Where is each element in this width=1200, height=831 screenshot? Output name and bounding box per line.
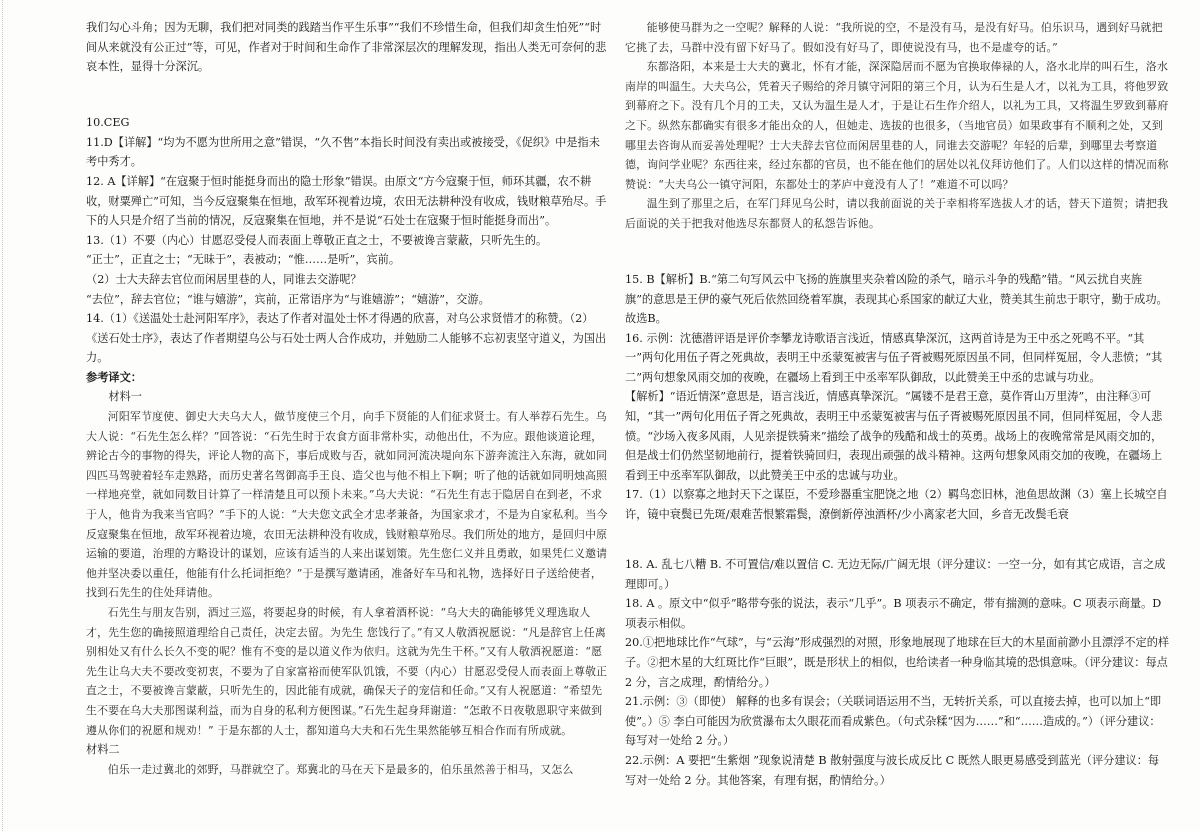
right-column-paragraph: 东都洛阳，本来是士大夫的冀北，怀有才能，深深隐居而不愿为官换取俸禄的人，洛水北岸的叫石生，洛水南岸的叫温生。大夫乌公，凭着天子赐给的斧月镇守河阳的第三个月，认为石生是人才，以礼为工具，将他罗致到幕府之下。没有几个月的工夫，又认为温生是人才，于是让石生作介绍人，以礼为工具，又将温生罗致到幕府之下。纵然东都确实有很多才能出众的人，但她走、选拔的也很多，（当地官员）如果政事有不顺利之处，又到哪里去咨询从而妥善处理呢？士大夫辞去官位而闲居里巷的人，同谁去交游呢？年轻的后辈，到哪里去考察道德，询问学业呢？东西往来，经过东都的官员，也不能在他们的居处以礼仪拜访他们了。人们以这样的情况而称赞说：“大夫乌公一镇守河阳，东都处士的茅庐中竟没有人了！”难道不可以吗？ xyxy=(625,60,1169,191)
right-column-paragraph: 温生到了那里之后，在军门拜见乌公时，请以我前面说的关于幸相将军选拔人才的话，替天下道贺；请把我后面说的关于把我对他选尽东都贤人的私怨告诉他。 xyxy=(625,197,1169,230)
left-column-paragraph: 10.CEG xyxy=(86,116,130,130)
left-column-paragraph: 材料一 xyxy=(108,390,142,404)
right-column-paragraph: 20.①把地球比作“气球”，与“云海”形成强烈的对照，形象地展现了地球在巨大的木星面前渺小且漂浮不定的样子。②把木星的大红斑比作“巨眼”，既是形状上的相似，也给读者一种身临其境的恐惧意味。（评分建议：每点 2 分，言之成理，酌情给分。） xyxy=(625,636,1170,689)
right-column-paragraph: 18. A 。原文中“似乎”略带夸张的说法，表示“几乎”。B 项表示不确定，带有揣测的意味。C 项表示商量。D 项表示相似。 xyxy=(625,597,1162,630)
left-column-paragraph: （2）士大夫辞去官位而闲居里巷的人，同谁去交游呢？ xyxy=(86,272,362,286)
right-column-paragraph: 15. B【解析】B.“第二句写风云中飞扬的旌旗里夹杂着凶险的杀气，暗示斗争的残酷”错。“风云扰自夹旌旗”的意思是王伊的豪气死后依然回绕着军旗，表现其心系国家的献辽大业，赞美其生前忠于职守，勤于成功。故选B。 xyxy=(625,272,1168,326)
left-column-paragraph: 11.D【详解】“均为不愿为世所用之意”错误，“久不售”本指长时间没有卖出或被接受，《促织》中是指未考中秀才。 xyxy=(86,135,600,169)
left-column-paragraph xyxy=(86,88,608,102)
left-column-paragraph: “去位”，辞去官位；“谁与嬉游”，宾前，正常语序为“与谁嬉游”；“嬉游”，交游。 xyxy=(86,292,490,306)
left-column-paragraph: 材料二 xyxy=(86,743,120,757)
left-column-paragraph: 河阳军节度使、御史大夫乌大人，做节度使三个月，向手下贤能的人们征求贤士。有人举荐石先生。乌大人说：“石先生怎么样？”回答说：“石先生时于农食方面非常朴实，动他出仕，不为应。跟他谈道论理，辨论古今的事物的得失，评论人物的高下，事后成败与否，就如同河流决堤向东下游奔流注入东海，就如同四匹马驾驶着轻车走熟路，而历史著名驾御高手王良、造父也与他不相上下啊；听了他的话就如同明烛高照一样地亮堂，就如同数目计算了一样清楚且可以预卜未来。”乌大夫说：“石先生有志于隐居自在到老，不求于人，他肯为我来当官吗？”手下的人说：“大夫您文武全才忠孝兼备，为国家求才，不是为自家私利。当今反寇聚集在恒地，敌军环视着边境，农田无法耕种没有收成，钱财粮草殆尽。我们所处的地方，是回归中原运输的要道，治理的方略设计的谋划，应该有适当的人来出谋划策。先生您仁义并且勇敢，如果凭仁义邀请他并坚决委以重任，他能有什么托词拒绝？”于是撰写邀请函，准备好车马和礼物，选择好日子送给使者，找到石先生的住处拜请他。 xyxy=(86,410,608,600)
right-column-paragraph: 21.示例：③（即使） 解释的也多有误会；（关联词语运用不当，无转折关系，可以直接去掉，也可以加上“即使”。）⑤ 李白可能因为欣赏瀑布太久眼花而看成紫色。（句式杂糅“因为……”和“……造成的。”）（评分建议：每写对一处给 2 分。） xyxy=(625,695,1162,748)
left-column-paragraph: 我们勾心斗角；因为无聊，我们把对同类的践踏当作平生乐事”“我们不珍惜生命，但我们却贪生怕死”“时间从来就没有公正过”等，可见，作者对于时间和生命作了非常深层次的理解发现，指出人类无可奈何的悲哀本性，显得十分深沉。 xyxy=(86,21,607,74)
right-column-paragraph: 16. 示例：沈德潜评语是评价李攀龙诗歌语言浅近，情感真挚深沉，这两首诗是为王中丞之死鸣不平。“其一”两句化用伍子胥之死典故，表明王中丞蒙冤被害与伍子胥被赐死原因虽不同，但同样冤屈，令人悲愤；“其二”两句想象风雨交加的夜晚，在疆场上看到王中丞率军队御敌，以此赞美王中丞的忠诚与功业。 xyxy=(625,331,1163,384)
right-column-paragraph: 22.示例：A 要把“生紫烟 ”现象说清楚 B 散射强度与波长成反比 C 既然人眼更易感受到蓝光（评分建议：每写对一处给 2 分。其他答案，有理有据，酌情给分。） xyxy=(625,753,1160,787)
right-column-paragraph: 【解析】“语近情深”意思是，语言浅近，情感真挚深沉。“属镂不是君王意，莫作胥山万里涛”，由注释③可知，“其一”两句化用伍子胥之死典故，表明王中丞蒙冤被害与伍子胥被赐死原因虽不同，但同样冤屈，令人悲愤。“沙场入夜多风雨，人见亲提铁骑来”描绘了战争的残酷和战士的英勇。战场上的夜晚常常是风雨交加的，但是战士们仍然坚韧地前行，提着铁骑回归，表现出顽强的战斗精神。这两句想象风雨交加的夜晚，在疆场上看到王中丞率军队御敌，以此赞美王中丞的忠诚与功业。 xyxy=(625,390,1163,482)
left-column-paragraph: 石先生与朋友告别，酒过三巡，将要起身的时候，有人拿着酒杯说：“乌大夫的确能够凭义理选取人才，先生您的确接照道理给自己责任，决定去留。为先生 您饯行了。”有又人敬酒祝愿说：“凡是辞官上任离别相处又有什么长久不变的呢？惟有不变的是以道义作为依归。这就为先生干杯。”又有人敬酒祝愿道：“愿先生让乌大夫不要改变初衷，不要为了自家富裕而使军队饥饿，不要（内心）甘愿忍受侵人而表面上尊敬正直之士，不要被谗言蒙蔽，只听先生的，因此能有成就，确保天子的宠信和任命。”又有人祝愿道：“希望先生不要在乌大夫那图谋利益，而为自身的私利方便图谋。”石先生起身拜谢道：“怎敢不日夜敬恩职守来做到遵从你们的祝愿和规劝！” 于是东都的人士，都知道乌大夫和石先生果然能够互相合作而有所成就。 xyxy=(86,606,608,737)
right-column-paragraph: 能够使马群为之一空呢？解释的人说：“我所说的空，不是没有马，是没有好马。伯乐识马，遇到好马就把它挑了去，马群中没有留下好马了。假如没有好马了，即使说没有马，也不是虚夸的话。” xyxy=(625,21,1163,54)
right-column xyxy=(625,18,1170,818)
left-column-paragraph: 14.（1）《送温处士赴河阳军序》，表达了作者对温处士怀才得遇的欣喜，对乌公求贤惜才的称赞。（2）《送石处士序》，表达了作者期望乌公与石处士两人合作成功，并勉励二人能够不忘初衷坚守道义，为国出力。 xyxy=(86,312,607,365)
left-column-paragraph: 参考译文： xyxy=(86,369,142,384)
left-column-paragraph: “正士”，正直之士；“无昧于”，表被动；“惟……是听”，宾前。 xyxy=(86,253,401,267)
right-column-paragraph: 17.（1）以察寡之地封天下之谋臣，不爱珍器重宝肥饶之地（2）羁鸟恋旧林，池鱼思故渊（3）塞上长城空自许，镜中衰鬓已先斑/艰难苦恨繁霜鬓，潦倒新停浊酒杯/少小离家老大回，乡音无改鬓毛衰 xyxy=(625,488,1168,522)
page-edge-mark xyxy=(2,0,13,831)
left-column-paragraph: 伯乐一走过冀北的郊野，马群就空了。郑冀北的马在天下是最多的，伯乐虽然善于相马，又怎么 xyxy=(107,762,574,776)
left-column xyxy=(86,18,608,818)
right-column-paragraph xyxy=(625,536,1170,544)
right-column-paragraph xyxy=(625,245,1170,259)
left-column-paragraph: 12. A【详解】“在寇聚于恒时能挺身而出的隐士形象”错误。由原文“方今寇聚于恒，师环其疆，农不耕收，财粟殚亡”可知，当今反寇聚集在恒地，敌军环视着边境，农田无法耕种没有收成，钱财粮草殆尽。手下的人只是介绍了当前的情况，反寇聚集在恒地，并不是说“石处士在寇聚于恒时能挺身而出”。 xyxy=(86,174,607,228)
right-column-paragraph: 18. A. 乱七八糟 B. 不可置信/难以置信 C. 无边无际/广阔无垠（评分建议：一空一分，如有其它成语，言之成理即可。） xyxy=(625,558,1166,591)
left-column-paragraph: 13.（1）不要（内心）甘愿忍受侵人而表面上尊敬正直之士，不要被谗言蒙蔽，只听先生的。 xyxy=(86,233,548,247)
